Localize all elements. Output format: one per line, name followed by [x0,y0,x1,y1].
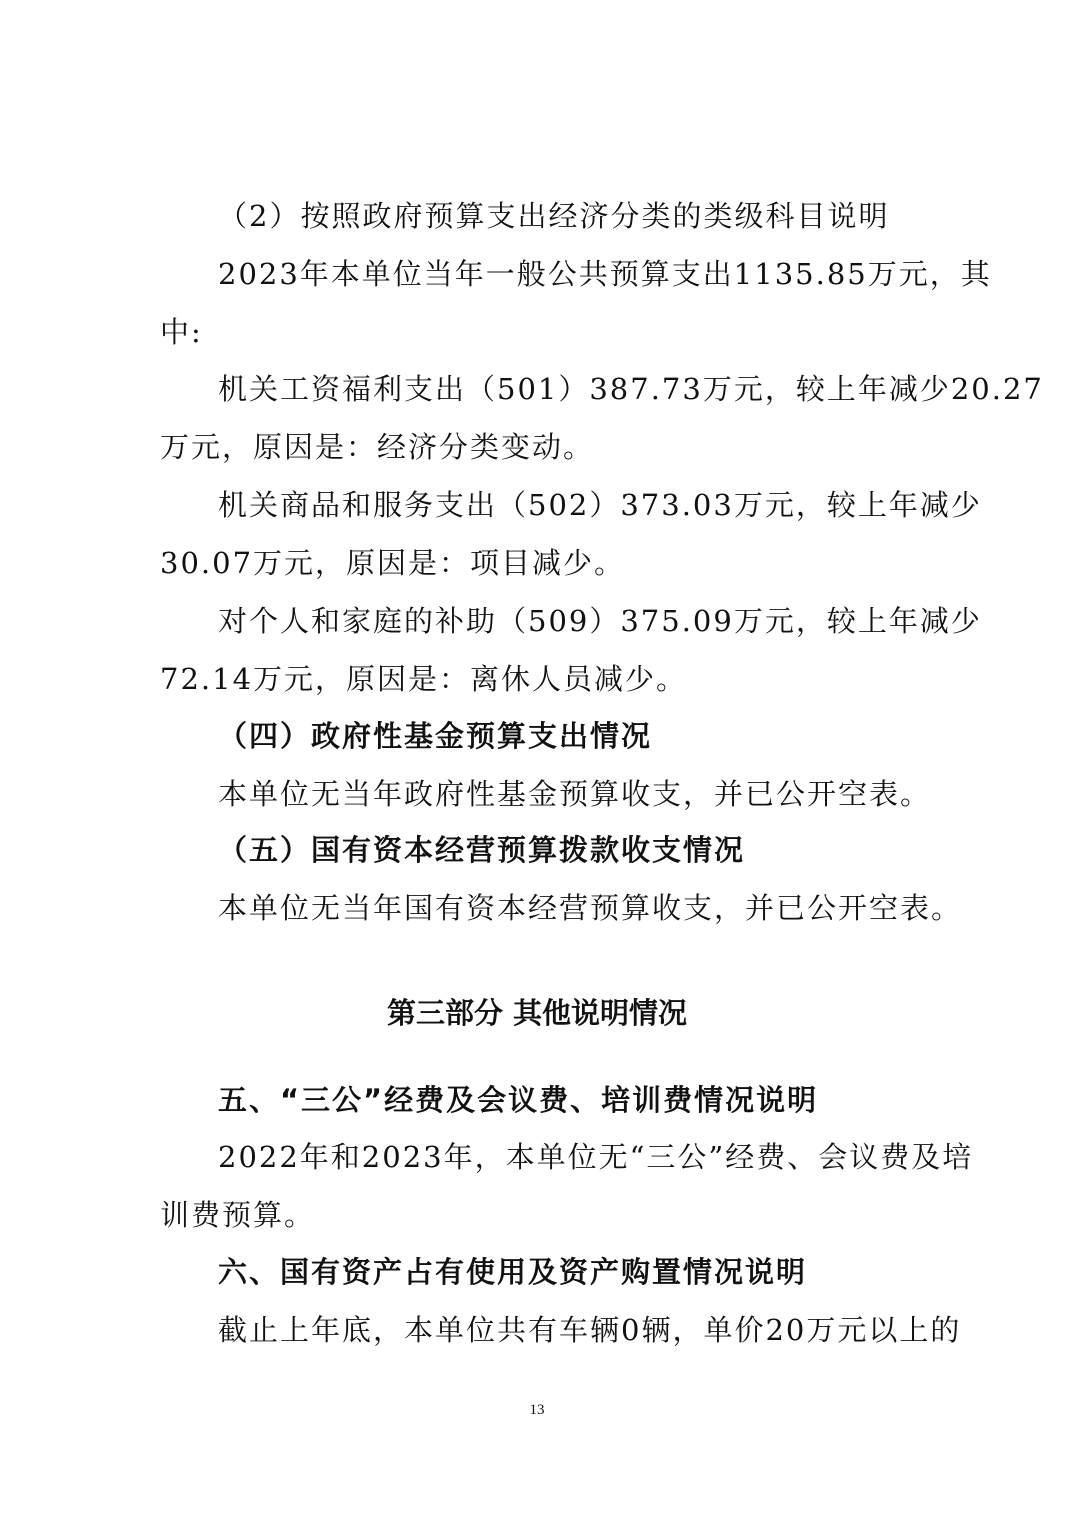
paragraph-wages-line2: 万元，原因是：经济分类变动。 [160,430,595,464]
part-three-title: 第三部分 其他说明情况 [386,996,688,1030]
paragraph-assets-line1: 截止上年底，本单位共有车辆0辆，单价20万元以上的 [218,1313,962,1347]
paragraph-wages-line1: 机关工资福利支出（501）387.73万元，较上年减少20.27 [218,372,1044,406]
paragraph-economic-classification-heading: （2）按照政府预算支出经济分类的类级科目说明 [218,199,890,233]
heading-government-fund: （四）政府性基金预算支出情况 [218,719,653,753]
section-six-heading: 六、国有资产占有使用及资产购置情况说明 [218,1255,808,1289]
paragraph-goods-services-line2: 30.07万元，原因是：项目减少。 [160,546,626,580]
page-number: 13 [529,1402,545,1418]
section-five-heading: 五、“三公”经费及会议费、培训费情况说明 [218,1083,819,1117]
paragraph-subsidies-line2: 72.14万元，原因是：离休人员减少。 [160,662,688,696]
paragraph-state-capital: 本单位无当年国有资本经营预算收支，并已公开空表。 [218,891,963,925]
paragraph-goods-services-line1: 机关商品和服务支出（502）373.03万元，较上年减少 [218,488,982,522]
paragraph-three-public-line1: 2022年和2023年，本单位无“三公”经费、会议费及培 [218,1140,974,1174]
heading-state-capital: （五）国有资本经营预算拨款收支情况 [218,833,746,867]
paragraph-government-fund: 本单位无当年政府性基金预算收支，并已公开空表。 [218,777,932,811]
paragraph-general-budget-line2: 中: [160,315,203,349]
paragraph-general-budget-line1: 2023年本单位当年一般公共预算支出1135.85万元，其 [218,257,992,291]
paragraph-subsidies-line1: 对个人和家庭的补助（509）375.09万元，较上年减少 [218,604,982,638]
paragraph-three-public-line2: 训费预算。 [160,1198,316,1232]
